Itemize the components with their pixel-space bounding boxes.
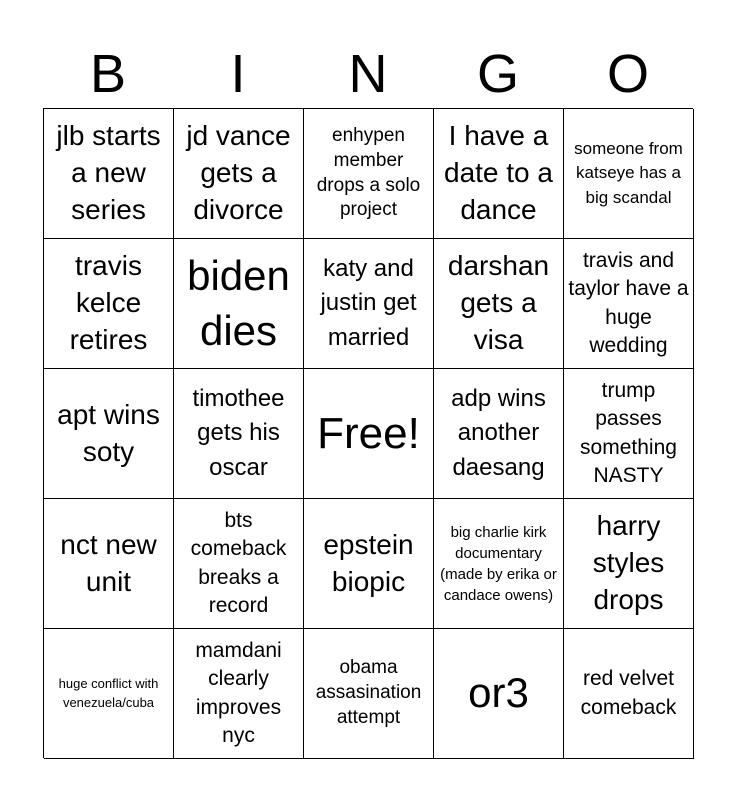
bingo-cell[interactable] [44, 629, 174, 759]
header-letter-i: I [230, 44, 246, 104]
bingo-cell[interactable] [44, 109, 174, 239]
bingo-cell[interactable] [434, 109, 564, 239]
bingo-cell[interactable] [434, 629, 564, 759]
bingo-cell[interactable] [174, 499, 304, 629]
bingo-grid [43, 108, 693, 758]
header-letter-b: B [89, 44, 127, 104]
cell-text: travis kelce retires [69, 250, 148, 355]
bingo-cell[interactable] [174, 239, 304, 369]
cell-text: jlb starts a new series [56, 120, 161, 225]
cell-text: big charlie kirk documentary (made by erika or candace owens) [440, 523, 557, 604]
bingo-cell[interactable] [434, 499, 564, 629]
cell-text: Free! [317, 408, 420, 458]
cell-text: trump passes something NASTY [580, 378, 677, 487]
bingo-cell[interactable] [174, 109, 304, 239]
bingo-cell[interactable] [434, 369, 564, 499]
header-letter-o: O [606, 44, 649, 104]
cell-text: biden dies [187, 251, 290, 354]
bingo-cell[interactable] [564, 629, 694, 759]
cell-text: I have a date to a dance [444, 120, 553, 225]
cell-text: timothee gets his oscar [192, 385, 285, 481]
bingo-cell[interactable] [44, 369, 174, 499]
bingo-header [43, 40, 693, 108]
cell-text: red velvet comeback [580, 667, 677, 719]
free-space[interactable] [304, 369, 434, 499]
cell-text: or3 [468, 669, 529, 717]
cell-text: nct new unit [60, 528, 157, 597]
cell-text: apt wins soty [57, 398, 160, 467]
cell-text: obama assasination attempt [315, 657, 422, 728]
cell-text: bts comeback breaks a record [190, 508, 287, 617]
cell-text: katy and justin get married [320, 255, 417, 351]
cell-text: someone from katseye has a big scandal [574, 138, 683, 207]
cell-text: huge conflict with venezuela/cuba [58, 675, 159, 710]
bingo-cell[interactable] [304, 239, 434, 369]
bingo-cell[interactable] [174, 629, 304, 759]
cell-text: enhypen member drops a solo project [316, 125, 421, 221]
cell-text: mamdani clearly improves nyc [195, 638, 282, 747]
header-letter-n: N [348, 44, 388, 104]
bingo-cell[interactable] [44, 499, 174, 629]
bingo-cell[interactable] [304, 629, 434, 759]
cell-text: jd vance gets a divorce [186, 120, 291, 225]
header-letter-g: G [476, 44, 519, 104]
bingo-cell[interactable] [564, 369, 694, 499]
cell-text: travis and taylor have a huge wedding [568, 248, 689, 357]
bingo-cell[interactable] [174, 369, 304, 499]
bingo-cell[interactable] [434, 239, 564, 369]
bingo-cell[interactable] [44, 239, 174, 369]
cell-text: epstein biopic [323, 528, 414, 597]
bingo-cell[interactable] [564, 239, 694, 369]
bingo-cell[interactable] [304, 109, 434, 239]
bingo-cell[interactable] [304, 499, 434, 629]
cell-text: darshan gets a visa [447, 250, 550, 355]
cell-text: adp wins another daesang [451, 385, 546, 481]
bingo-cell[interactable] [564, 499, 694, 629]
bingo-cell[interactable] [564, 109, 694, 239]
cell-text: harry styles drops [592, 510, 665, 615]
